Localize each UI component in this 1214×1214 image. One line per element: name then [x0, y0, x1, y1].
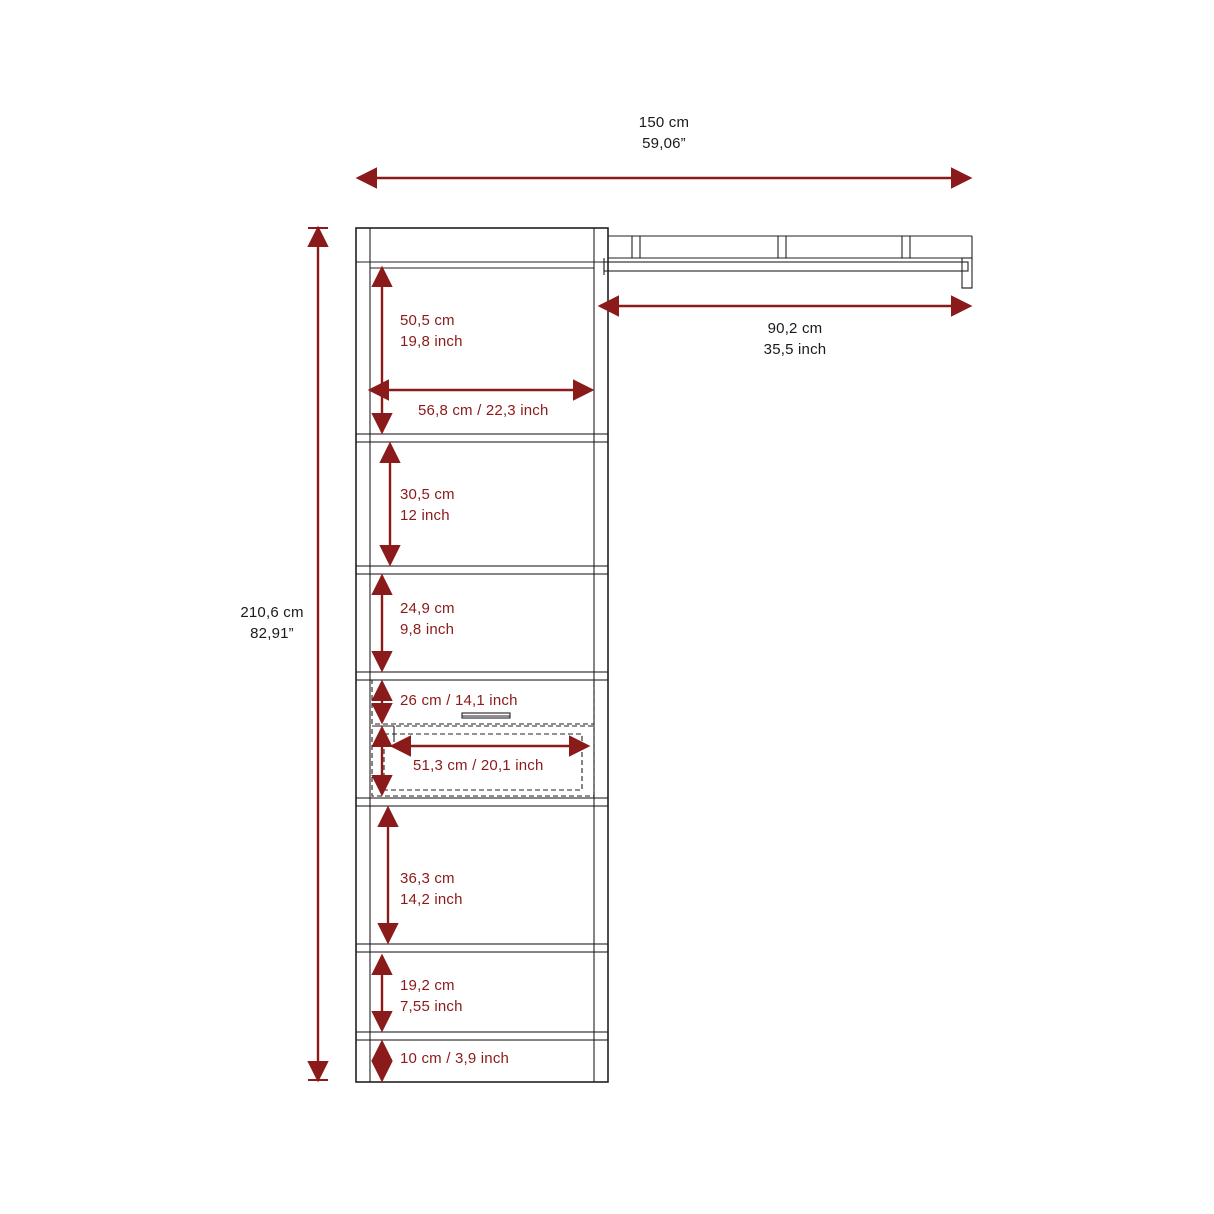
rod-section-width-inch: 35,5 inch [763, 341, 827, 358]
rod-section-width-cm: 90,2 cm [767, 320, 823, 337]
compartment-1-inch: 19,8 inch [400, 333, 463, 350]
compartment-4-inch: 14,2 inch [400, 891, 463, 908]
overall-height-inch: 82,91” [250, 625, 294, 642]
compartment-2-inch: 12 inch [400, 507, 450, 524]
compartment-5-inch: 7,55 inch [400, 998, 463, 1015]
drawer-height-label: 26 cm / 14,1 inch [400, 692, 518, 709]
overall-width-label [639, 112, 689, 154]
compartment-1-label [400, 310, 463, 352]
compartment-1-cm: 50,5 cm [400, 312, 455, 329]
compartment-4-cm: 36,3 cm [400, 870, 455, 887]
compartment-2-label [400, 484, 455, 526]
shelf-width-label: 56,8 cm / 22,3 inch [418, 402, 549, 419]
compartment-2-cm: 30,5 cm [400, 486, 455, 503]
compartment-3-cm: 24,9 cm [400, 600, 455, 617]
compartment-4-label [400, 868, 463, 910]
compartment-3-inch: 9,8 inch [400, 621, 455, 638]
compartment-5-label [400, 975, 463, 1017]
drawer-width-label: 51,3 cm / 20,1 inch [413, 757, 544, 774]
overall-width-inch: 59,06” [642, 135, 686, 152]
compartment-5-cm: 19,2 cm [400, 977, 455, 994]
bottom-gap-label: 10 cm / 3,9 inch [400, 1050, 510, 1067]
overall-width-cm: 150 cm [638, 114, 690, 131]
overall-height-cm: 210,6 cm [240, 604, 304, 621]
overall-height-label [240, 602, 303, 644]
compartment-3-label [400, 598, 455, 640]
rod-section-width-label [764, 318, 827, 360]
